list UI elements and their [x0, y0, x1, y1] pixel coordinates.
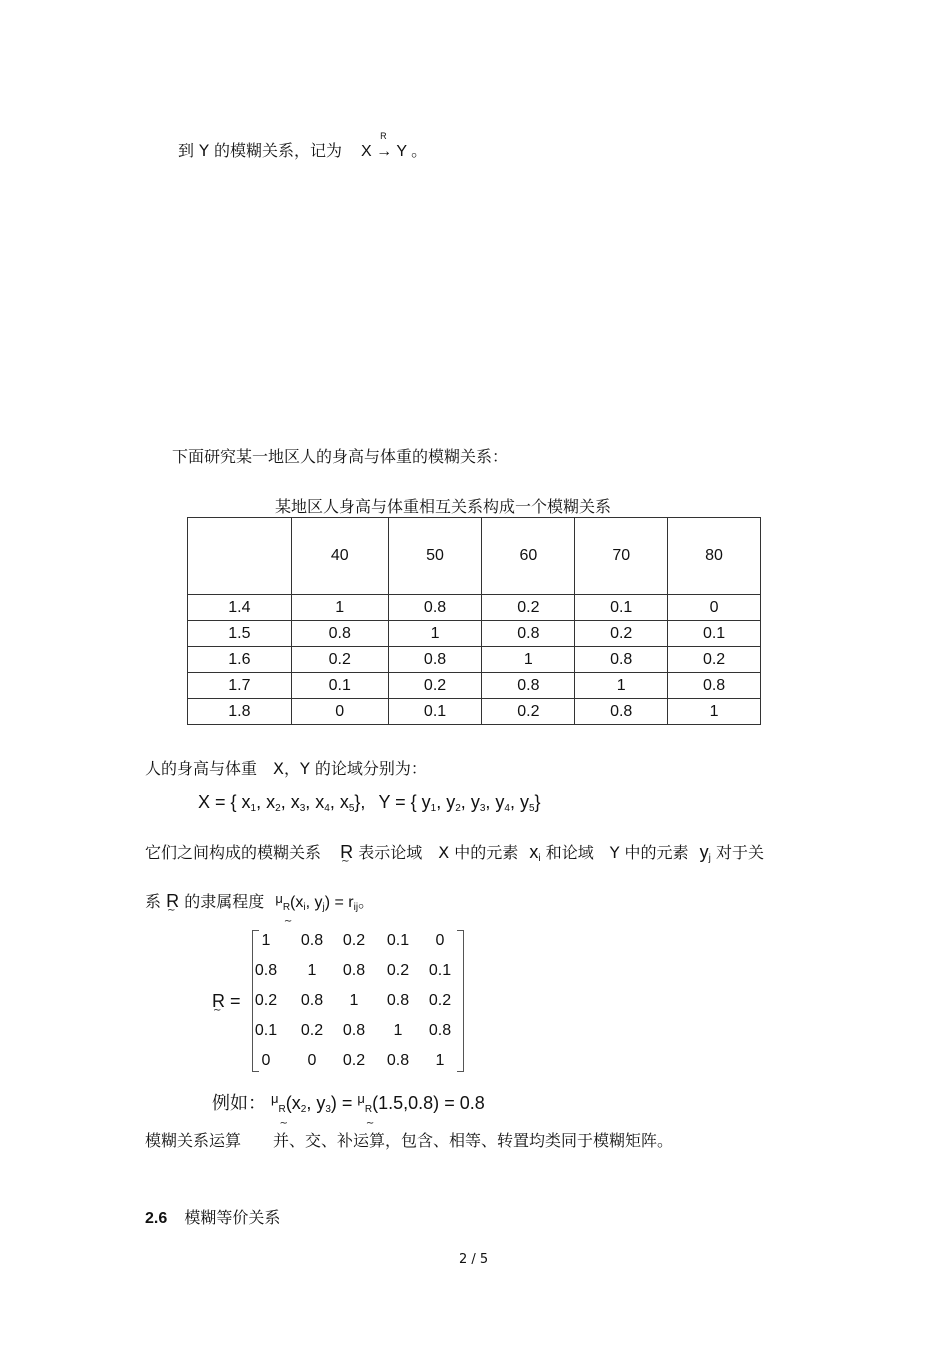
- example-result: = 0.8: [444, 1093, 485, 1113]
- matrix-cell: 1: [393, 1022, 403, 1039]
- table-cell: 0.1: [575, 595, 668, 621]
- set-element: $y_5$: [519, 792, 535, 814]
- para-2: [145, 889, 374, 913]
- table-header-cell: 70: [575, 518, 668, 595]
- set-x-elements: $x_1$, $x_2$, $x_3$, $x_4$, $x_5$: [241, 792, 355, 814]
- matrix-cell: 0: [307, 1052, 317, 1069]
- example-label: 例如：: [212, 1093, 266, 1113]
- table-header-cell: [188, 518, 292, 595]
- set-element: $x_1$: [241, 792, 257, 814]
- para1-text-a: 它们之间构成的模糊关系: [145, 843, 322, 862]
- matrix-cell: 0.8: [300, 932, 324, 949]
- table-row: [188, 699, 761, 725]
- matrix-cell: 0.2: [342, 932, 366, 949]
- subscript: 3: [325, 1104, 331, 1115]
- mu-symbol: μ: [275, 891, 283, 906]
- para1-text-b: 表示论域 X 中的元素: [358, 843, 519, 862]
- sets-line: X = { $x_1$, $x_2$, $x_3$, $x_4$, $x_5$}, Y = { $y_1$, $y_2$, $y_3$, $y_4$, $y_5$}: [198, 792, 541, 814]
- table-cell: 0.8: [482, 621, 575, 647]
- subscript: j: [322, 902, 325, 913]
- yj-symbol: $y_j$: [699, 842, 711, 864]
- set-y-label: Y: [378, 792, 391, 812]
- top-line: [178, 131, 428, 161]
- domain-line: 人的身高与体重 X，Y 的论域分别为：: [145, 759, 427, 778]
- yj-sub: j: [708, 853, 711, 864]
- matrix-label: R ∼ =: [212, 991, 241, 1012]
- table-row: [188, 647, 761, 673]
- set-element: $x_5$: [339, 792, 355, 814]
- subscript: 2: [300, 1104, 307, 1115]
- table-cell: 0.2: [482, 699, 575, 725]
- table-cell: 0.8: [388, 647, 482, 673]
- set-element-index: 1: [250, 803, 257, 814]
- fuzzy-r-symbol-2: R ∼: [166, 891, 179, 912]
- para2-text-a: 系: [145, 892, 162, 911]
- table-cell: 1: [482, 647, 575, 673]
- table-header-cell: 40: [291, 518, 388, 595]
- table-cell: 0.8: [575, 647, 668, 673]
- table-cell: 0.2: [291, 647, 388, 673]
- table-cell: 0.1: [668, 621, 761, 647]
- table-row: [188, 673, 761, 699]
- matrix-cell: 0.2: [428, 992, 452, 1009]
- matrix-cell: 0.8: [254, 962, 278, 979]
- table-cell: 1.6: [188, 647, 292, 673]
- table-row: [188, 595, 761, 621]
- matrix-cell: 0.1: [386, 932, 410, 949]
- matrix-cell: 0.8: [300, 992, 324, 1009]
- matrix-cell: 0.2: [254, 992, 278, 1009]
- matrix-cell: 0.8: [386, 992, 410, 1009]
- table-cell: 1.5: [188, 621, 292, 647]
- relation-table: [187, 517, 761, 725]
- fuzzy-matrix: [252, 928, 464, 1074]
- table-caption: 某地区人身高与体重相互关系构成一个模糊关系: [275, 497, 612, 516]
- table-header-row: [188, 518, 761, 595]
- table-cell: 1.8: [188, 699, 292, 725]
- table-cell: 0.8: [388, 595, 482, 621]
- table-header-cell: 60: [482, 518, 575, 595]
- matrix-cell: 1: [435, 1052, 445, 1069]
- relation-notation: [361, 131, 428, 160]
- matrix-cell: 0.8: [342, 1022, 366, 1039]
- set-element-index: 2: [275, 803, 281, 814]
- matrix-cell: 0.2: [300, 1022, 324, 1039]
- para1-text-c: 和论域 Y 中的元素: [545, 843, 689, 862]
- matrix-cell: 1: [261, 932, 271, 949]
- set-x-label: X: [198, 792, 211, 812]
- set-element-index: 3: [299, 803, 306, 814]
- table-cell: 0.8: [575, 699, 668, 725]
- table-cell: 0: [291, 699, 388, 725]
- notation-end: 。: [411, 143, 428, 160]
- table-cell: 1.7: [188, 673, 292, 699]
- arrow-label: R: [380, 131, 387, 141]
- set-element-index: 4: [504, 803, 510, 814]
- table-cell: 0.2: [668, 647, 761, 673]
- subscript: i: [303, 902, 306, 913]
- matrix-cell: 1: [307, 962, 317, 979]
- set-element: $y_1$: [421, 792, 437, 814]
- set-element: $x_3$: [290, 792, 306, 814]
- mu-sub-ex2: $_R$ ∼: [365, 1104, 372, 1115]
- set-element: $x_2$: [266, 792, 281, 814]
- set-element-index: 5: [528, 803, 535, 814]
- section-title: 模糊等价关系: [184, 1208, 281, 1227]
- relation-arrow: R →: [376, 131, 393, 160]
- para-1: [145, 840, 764, 864]
- matrix-cell: 0.8: [428, 1022, 452, 1039]
- top-line-text: 到 Y 的模糊关系，记为: [178, 141, 342, 160]
- matrix-cell: 0.1: [254, 1022, 278, 1039]
- matrix-cell: 0: [435, 932, 445, 949]
- table-cell: 0.8: [291, 621, 388, 647]
- matrix-cell: 0.2: [386, 962, 410, 979]
- table-cell: 0.2: [388, 673, 482, 699]
- ops-line: 模糊关系运算 并、交、补运算，包含、相等、转置均类同于模糊矩阵。: [145, 1131, 674, 1150]
- example-args: (1.5,0.8): [372, 1093, 440, 1113]
- section-number: 2.6: [145, 1210, 168, 1227]
- set-element: $x_4$: [315, 792, 330, 814]
- set-element-index: 4: [324, 803, 330, 814]
- r-sub: ij: [353, 902, 359, 913]
- matrix-cell: 0.1: [428, 962, 452, 979]
- r-symbol: r: [348, 894, 354, 911]
- table-cell: 0.8: [668, 673, 761, 699]
- membership-expression: $^\mu_R$ $\sim(x_i$, $y_j) = r_{ij}$。: [275, 894, 374, 911]
- xi-sub: i: [538, 853, 541, 864]
- table-cell: 0.2: [482, 595, 575, 621]
- table-cell: 1.4: [188, 595, 292, 621]
- para2-end: 。: [358, 894, 375, 911]
- intro-text: 下面研究某一地区人的身高与体重的模糊关系：: [172, 447, 509, 466]
- matrix-r-symbol: R ∼: [212, 991, 225, 1012]
- mu-symbol-ex1: μ: [271, 1091, 279, 1106]
- notation-from: X: [361, 143, 372, 160]
- xi-symbol: $x_i$: [529, 842, 541, 864]
- matrix-cell: 0: [261, 1052, 271, 1069]
- page-number: 2 / 5: [459, 1252, 489, 1267]
- set-element-index: 1: [430, 803, 437, 814]
- table-cell: 0.1: [291, 673, 388, 699]
- notation-to: Y: [396, 143, 407, 160]
- table-header-cell: 50: [388, 518, 482, 595]
- mu-sub-r: $_R$ ∼: [283, 902, 290, 913]
- set-element-index: 5: [348, 803, 355, 814]
- para1-text-d: 对于关: [715, 843, 764, 862]
- para2-text-b: 的隶属程度: [184, 892, 265, 911]
- set-element: $y_3$: [470, 792, 486, 814]
- matrix-cell: 0.8: [386, 1052, 410, 1069]
- table-cell: 1: [388, 621, 482, 647]
- table-cell: 0.8: [482, 673, 575, 699]
- set-element-index: 2: [455, 803, 461, 814]
- example-line: 例如： $^\mu_R$ $\sim(x_2$, $y_3) = ^\mu_R$ ∼(1.5,0.8) = 0.8: [212, 1089, 485, 1115]
- matrix-cell: 0.2: [342, 1052, 366, 1069]
- table-cell: 1: [575, 673, 668, 699]
- fuzzy-r-symbol: R ∼: [340, 842, 353, 863]
- set-element: $y_2$: [446, 792, 461, 814]
- table-cell: 1: [291, 595, 388, 621]
- mu-sub-ex1: $_R$ ∼: [279, 1104, 286, 1115]
- set-y-elements: $y_1$, $y_2$, $y_3$, $y_4$, $y_5$: [421, 792, 535, 814]
- table-row: [188, 621, 761, 647]
- matrix-cell: 1: [349, 992, 359, 1009]
- set-element-index: 3: [479, 803, 486, 814]
- table-cell: 0: [668, 595, 761, 621]
- table-cell: 1: [668, 699, 761, 725]
- table-cell: 0.1: [388, 699, 482, 725]
- table-header-cell: 80: [668, 518, 761, 595]
- mu-symbol-ex2: μ: [357, 1091, 365, 1106]
- table-cell: 0.2: [575, 621, 668, 647]
- section-heading: [145, 1205, 280, 1228]
- matrix-cell: 0.8: [342, 962, 366, 979]
- set-element: $y_4$: [495, 792, 510, 814]
